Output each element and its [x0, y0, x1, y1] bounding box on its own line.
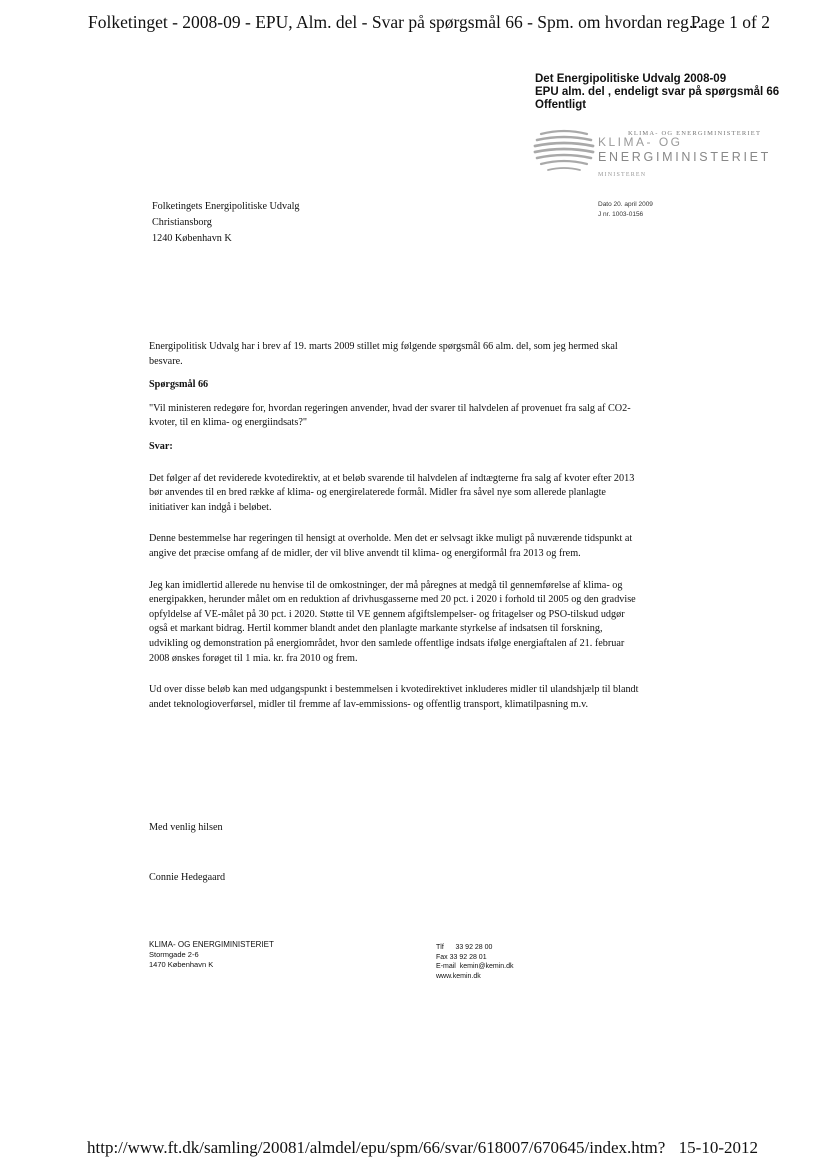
contact-email: E-mail kemin@kemin.dk	[436, 963, 514, 970]
page-url: http://www.ft.dk/samling/20081/almdel/epu/spm/66/svar/618007/670645/index.htm?	[87, 1138, 666, 1157]
recipient-address	[152, 199, 300, 247]
sender-city: 1470 København K	[149, 960, 214, 969]
logo-subtitle: MINISTEREN	[598, 172, 647, 178]
journal-number: J nr. 1003-0156	[598, 211, 644, 218]
question-text: "Vil ministeren redegøre for, hvordan regeringen anvender, hvad der svarer til halvdelen af provenuet fra salg af CO2-kvoter, til en klima- og energiindsats?"	[149, 402, 631, 429]
page-number: Page 1 of 2	[690, 12, 770, 32]
stamp-line-committee: Det Energipolitiske Udvalg 2008-09	[535, 73, 727, 85]
ministry-logo	[533, 120, 773, 180]
answer-paragraph-2: Denne bestemmelse har regeringen til hensigt at overholde. Men det er selvsagt ikke muligt på nuværende tidspunkt at angive det præcise omfang af de midler, der vil blive anvendt til klima- og energiformål fra 2013 og frem.	[149, 533, 633, 559]
recipient-building: Christiansborg	[152, 217, 212, 228]
contact-fax: Fax 33 92 28 01	[436, 953, 487, 961]
answer-paragraph-4: Ud over disse beløb kan med udgangspunkt i bestemmelsen i kvotedirektivet inkluderes midler til ulandshjælp til blandt andet teknologioverførsel, midler til fremme af lav-emmissions- og offentlig transport, klimatilpasning m.v.	[149, 684, 639, 710]
logo-word-energi: ENERGIMINISTERIET	[598, 150, 771, 164]
sender-contact	[436, 943, 514, 981]
sender-address	[149, 940, 274, 970]
answer-heading: Svar:	[149, 440, 173, 452]
stamp-line-public: Offentligt	[535, 99, 587, 111]
letter-date: Dato 20. april 2009	[598, 201, 653, 208]
answer-paragraph-3: Jeg kan imidlertid allerede nu henvise til de omkostninger, der må påregnes at medgå til gennemførelse af klima- og energipakken, herunder målet om en reduktion af drivhusgasserne med 20 pct. i 2020 i forhold til 2005 og den gradvise opfyldelse af VE-målet på 30 pct. i 2020. Støtte til VE gennem afgiftslempelser- og fritagelser og PSO-tilskud udgør også et markant bidrag. Hertil kommer blandt andet den planlagte markante styrkelse af indsatsen til forskning, udvikling og demonstration på energiområdet, hvor den samlede offentlige indsats ifølge energiaftalen af 21. februar 2008 ønskes forøget til 1 mia. kr. fra 2010 og frem.	[149, 579, 636, 664]
letter-body	[149, 340, 639, 729]
document-stamp	[535, 73, 779, 112]
sender-street: Stormgade 2-6	[149, 950, 199, 959]
intro-paragraph: Energipolitisk Udvalg har i brev af 19. marts 2009 stillet mig følgende spørgsmål 66 alm. del, som jeg hermed skal besvare.	[149, 341, 618, 367]
recipient-name: Folketingets Energipolitiske Udvalg	[152, 201, 300, 212]
logo-small-text: KLIMA- OG ENERGIMINISTERIET	[628, 130, 762, 137]
contact-web: www.kemin.dk	[436, 972, 481, 980]
recipient-city: 1240 København K	[152, 233, 232, 244]
date-reference	[598, 200, 653, 220]
closing-greeting: Med venlig hilsen	[149, 822, 223, 833]
globe-logo-icon	[533, 120, 595, 178]
stamp-line-answer: EPU alm. del , endeligt svar på spørgsmål 66	[535, 86, 780, 98]
sender-name: KLIMA- OG ENERGIMINISTERIET	[149, 940, 274, 949]
logo-word-klima: KLIMA- OG	[598, 135, 683, 149]
answer-paragraph-1: Det følger af det reviderede kvotedirektiv, at et beløb svarende til halvdelen af indtægterne fra salg af kvoter efter 2013 bør anvendes til en bred række af klima- og energirelaterede formål. Midler fra såvel nye som allerede planlagte initiativer kan indgå i beløbet.	[149, 472, 635, 513]
browser-print-title: Folketinget - 2008-09 - EPU, Alm. del - Svar på spørgsmål 66 - Spm. om hvordan reg...	[88, 12, 703, 32]
signature-name: Connie Hedegaard	[149, 872, 226, 883]
contact-phone: Tlf 33 92 28 00	[436, 944, 493, 951]
print-date: 15-10-2012	[678, 1138, 758, 1157]
question-heading: Spørgsmål 66	[149, 379, 209, 391]
